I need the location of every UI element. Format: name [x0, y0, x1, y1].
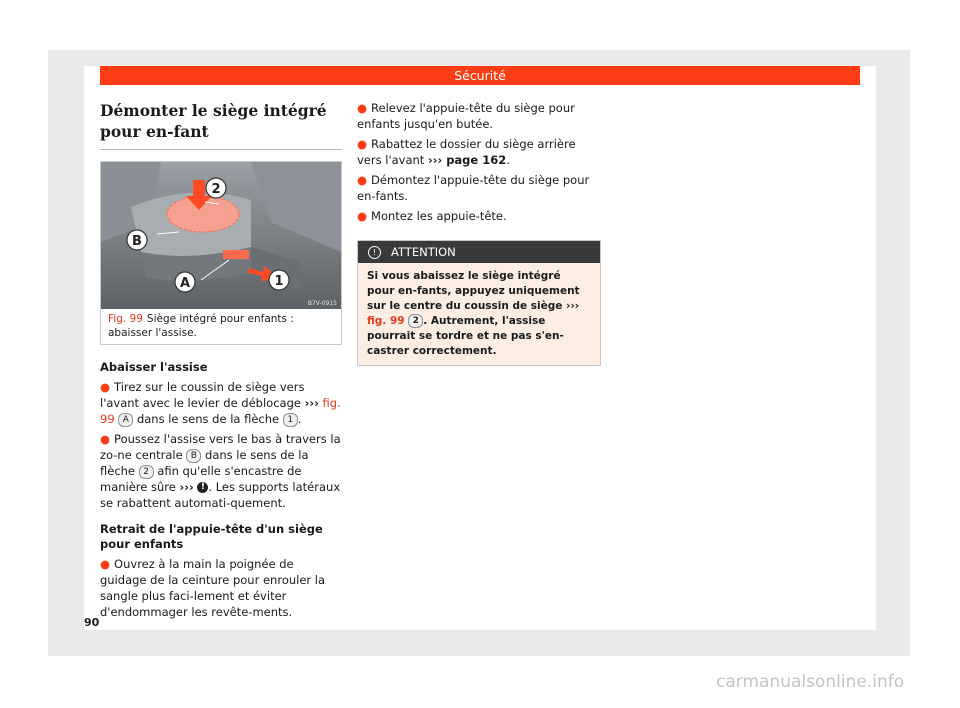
heading-lower-seat: Abaisser l'assise: [100, 360, 208, 374]
child-seat-drawing: [101, 162, 341, 309]
bullet-raise-headrest: ● Relevez l'appuie-tête du siège pour enfants jusqu'en butée.: [357, 101, 575, 131]
bullet-dot: ●: [357, 137, 368, 151]
right-column: [357, 100, 601, 366]
warning-icon: !: [368, 246, 381, 259]
ref-arrow: ›››: [179, 480, 194, 494]
page-title: Démonter le siège intégré pour en-fant: [100, 101, 327, 141]
child-seat-illustration: [101, 162, 341, 309]
figure-code: B7V-0915: [307, 300, 337, 307]
figure-caption: [101, 309, 341, 344]
svg-text:A: A: [179, 276, 191, 291]
svg-text:1: 1: [274, 274, 284, 289]
bullet-dot: ●: [357, 209, 368, 223]
bullet-open-guide: ● Ouvrez à la main la poignée de guidage de la ceinture pour enrouler la sangle plus faci-lement et éviter d'endommager les revête-ments.: [100, 557, 326, 619]
callout-a: [175, 272, 195, 292]
callout-badge-b: B: [186, 449, 201, 463]
callout-2: [206, 178, 226, 198]
bullet-fold-backrest: ● Rabattez le dossier du siège arrière vers l'avant ››› page 162.: [357, 137, 576, 167]
warning-header: [358, 241, 600, 263]
figure-ref[interactable]: fig. 99: [100, 396, 341, 426]
callout-badge-1: 1: [283, 413, 298, 427]
bullet-dot: ●: [357, 173, 368, 187]
ref-arrow: ›››: [304, 396, 319, 410]
callout-b: [127, 230, 147, 250]
page-number: 90: [84, 616, 100, 629]
figure-ref[interactable]: fig. 99: [367, 315, 405, 327]
warning-ref-icon[interactable]: !: [197, 482, 208, 493]
bullet-push-seat: ● Poussez l'assise vers le bas à travers la zo-ne centrale B dans le sens de la flèche 2 afin qu'elle s'encastre de manière sûre ››› ! . Les supports latéraux se rabattent automati-quement.: [100, 432, 341, 510]
heading-remove-headrest: Retrait de l'appuie-tête d'un siège pour enfants: [100, 522, 323, 551]
bullet-dot: ●: [100, 557, 111, 571]
page-link[interactable]: ››› page 162: [427, 153, 507, 167]
watermark: carmanualsonline.info: [716, 672, 905, 692]
figure-caption-text: Siège intégré pour enfants : abaisser l'assise.: [108, 313, 294, 339]
bullet-dot: ●: [100, 432, 111, 446]
callout-badge-2: 2: [139, 465, 154, 479]
svg-text:B: B: [132, 234, 142, 249]
bullet-dot: ●: [357, 101, 368, 115]
warning-text: Si vous abaissez le siège intégré pour en-fants, appuyez uniquement sur le centre du coussin de siège ››› fig. 99 2 . Autrement, l'assise pourrait se tordre et ne pas s'en-castrer correctement.: [358, 263, 600, 365]
callout-badge-2: 2: [408, 314, 423, 328]
warning-title: ATTENTION: [391, 245, 456, 259]
callout-1: [269, 270, 289, 290]
figure-box: [100, 161, 342, 345]
release-lever: [223, 250, 249, 259]
section-header: Sécurité: [100, 66, 860, 85]
warning-box: [357, 240, 601, 366]
ref-arrow: ›››: [566, 300, 580, 312]
figure-number: Fig. 99: [108, 313, 143, 325]
svg-text:2: 2: [211, 182, 221, 197]
bullet-mount-headrests: ● Montez les appuie-tête.: [357, 209, 507, 223]
bullet-pull-cushion: ● Tirez sur le coussin de siège vers l'avant avec le levier de déblocage ››› fig. 99 A dans le sens de la flèche 1 .: [100, 380, 341, 426]
bullet-dot: ●: [100, 380, 111, 394]
left-column: [100, 100, 342, 624]
title-divider: [100, 149, 342, 150]
callout-badge-a: A: [118, 413, 133, 427]
bullet-remove-headrest: ● Démontez l'appuie-tête du siège pour en-fants.: [357, 173, 590, 203]
